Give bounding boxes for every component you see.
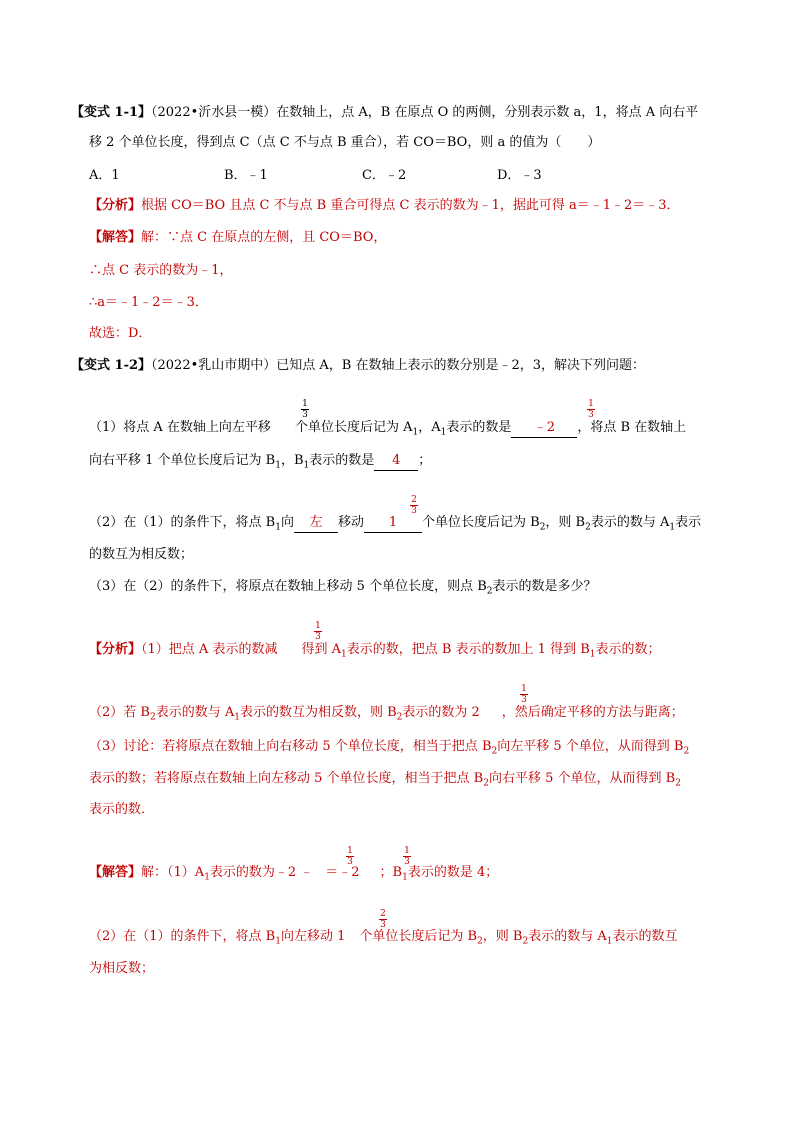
q2-part2-line1: （2）在（1）的条件下，将点 $B_1$向 左 移动 1 个单位长度后记为 $B_2$，则 $B_2$表示的数与 $A_1$表示 [89, 515, 702, 533]
q1-analysis [89, 197, 680, 215]
q2-part2-line2: 的数互为相反数； [89, 547, 194, 562]
q1-option-a: A．1 [89, 168, 120, 183]
answer-blank-direction[interactable]: 左 [294, 514, 338, 533]
q1-solution-2: ∴点 C 表示的数为﹣1， [89, 263, 233, 278]
q2-intro: 已知点 A，B 在数轴上表示的数分别是﹣2，3，解决下列问题： [276, 358, 646, 373]
q2-solution-1: 【解答】解：$(1)A_1$表示的数为﹣2 ﹣ ＝﹣2 ；$B_1$表示的数是 4； [89, 865, 499, 883]
q1-option-d: D．﹣3 [497, 168, 542, 183]
q1-option-b: B．﹣1 [224, 168, 268, 183]
fraction-one-third-solution-a: 1 3 [347, 846, 353, 867]
q2-line1 [71, 357, 645, 375]
q2-part3: （3）在（2）的条件下，将原点在数轴上移动 5 个单位长度，则点 $B_2$表示的数是多少？ [89, 579, 597, 597]
fraction-one-third-answer: 1 3 [588, 399, 594, 420]
fraction-two-thirds-answer: 2 3 [411, 495, 417, 516]
q2-analysis-3-line2: 表示的数；若将原点在数轴上向左移动 5 个单位长度，相当于把点 $B_2$向右平移 5 个单位，从而得到 $B_2$ [89, 771, 681, 789]
q1-line1 [71, 104, 698, 122]
answer-blank-b1[interactable]: 4 [374, 452, 418, 471]
q2-analysis-3-line1: （3）讨论：若将原点在数轴上向右移动 5 个单位长度，相当于把点 $B_2$向左平移 5 个单位，从而得到 $B_2$ [89, 739, 690, 757]
q2-source: （2022•乳山市期中） [151, 358, 277, 373]
q1-tag: 【变式 1-1】 [71, 105, 152, 120]
q2-analysis-3-line3: 表示的数． [89, 802, 155, 817]
q1-solution-tag: 【解答】 [89, 230, 142, 245]
q1-stem-1: 在数轴上，点 A，B 在原点 O 的两侧，分别表示数 a，1，将点 A 向右平 [276, 105, 699, 120]
q1-line2: 移 2 个单位长度，得到点 C（点 C 不与点 B 重合），若 CO＝BO，则 a 的值为（ ） [89, 135, 601, 150]
fraction-one-third: 1 3 [302, 399, 308, 420]
fraction-one-third-solution-b: 1 3 [404, 846, 410, 867]
fraction-one-third-analysis-2: 1 3 [521, 684, 527, 705]
q1-solution-4: 故选：D． [89, 326, 152, 341]
fraction-two-thirds-solution: 2 3 [380, 909, 386, 930]
q2-analysis-2: （2）若 $B_2$表示的数与 $A_1$表示的数互为相反数，则 $B_2$表示的数为 2 ，然后确定平移的方法与距离； [89, 705, 684, 723]
q1-solution-3: ∴a＝﹣1﹣2＝﹣3． [89, 295, 208, 310]
q1-solution-1 [89, 229, 386, 247]
answer-blank-a1[interactable]: ﹣2 [511, 419, 577, 438]
q2-analysis-1: 【分析】（1）把点 A 表示的数减 得到 $A_1$表示的数，把点 B 表示的数加上 1 得到 $B_1$表示的数； [89, 642, 661, 660]
q2-part1-line1: （1）将点 A 在数轴上向左平移 个单位长度后记为 $A_1$，$A_1$表示的数是 ﹣2 ，将点 B 在数轴上 [89, 420, 687, 438]
q2-solution-2-line2: 为相反数； [89, 961, 155, 976]
answer-blank-distance[interactable]: 1 [364, 514, 422, 533]
q1-source: （2022•沂水县一模） [151, 105, 277, 120]
q1-solution-text-1: 解：∵点 C 在原点的左侧，且 CO＝BO， [141, 230, 387, 245]
q2-tag: 【变式 1-2】 [71, 358, 152, 373]
q1-option-c: C．﹣2 [362, 168, 407, 183]
q1-analysis-text: 根据 CO＝BO 且点 C 不与点 B 重合可得点 C 表示的数为﹣1，据此可得 a＝﹣1﹣2＝﹣3． [141, 198, 680, 213]
q1-analysis-tag: 【分析】 [89, 198, 142, 213]
q2-solution-2-line1: （2）在（1）的条件下，将点 $B_1$向左移动 1 个单位长度后记为 $B_2$，则 $B_2$表示的数与 $A_1$表示的数互 [89, 929, 678, 947]
q2-part1-line2: 向右平移 1 个单位长度后记为 $B_1$，$B_1$表示的数是 4 ； [89, 453, 432, 471]
fraction-one-third-analysis: 1 3 [315, 621, 321, 642]
